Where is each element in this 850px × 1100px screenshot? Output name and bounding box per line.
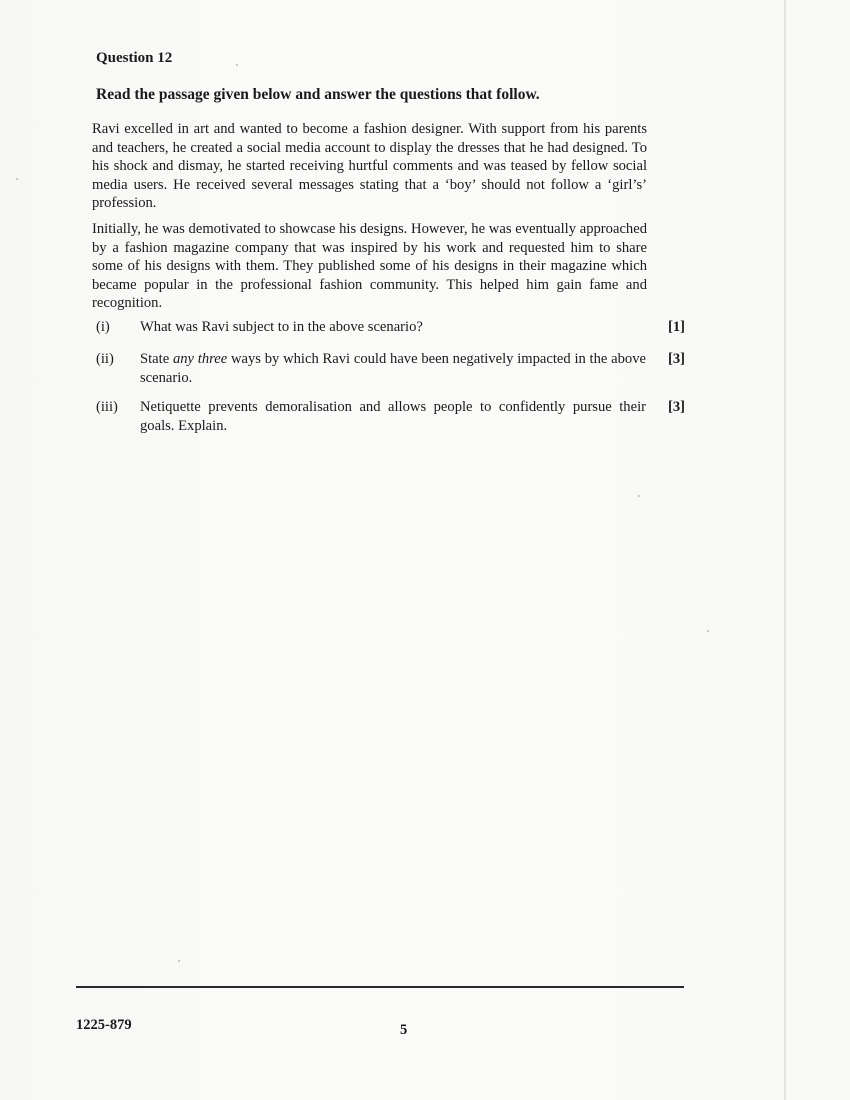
sub-question-label: (i) — [96, 319, 110, 335]
passage-paragraph-1: Ravi excelled in art and wanted to become a fashion designer. With support from his parents and teachers, he created a social media account to display the dresses that he had designed. To his shock and dismay, he started receiving hurtful comments and was teased by fellow social media users. He received several messages stating that a ‘boy’ should not follow a ‘girl’s’ profession. — [92, 121, 647, 211]
scan-speck — [178, 960, 180, 962]
scan-speck — [707, 630, 709, 632]
marks-badge: [3] — [668, 399, 686, 415]
paper-code: 1225-879 — [76, 1017, 132, 1033]
question-heading: Question 12 — [96, 50, 173, 66]
footer-divider — [76, 986, 684, 988]
sub-question-label: (iii) — [96, 399, 118, 415]
text-run: State — [140, 351, 173, 367]
page-edge-shadow — [784, 0, 786, 1100]
sub-question-text — [140, 350, 646, 387]
scan-speck — [236, 64, 238, 66]
instruction-text: Read the passage given below and answer the questions that follow. — [96, 86, 540, 103]
passage-paragraph-2: Initially, he was demotivated to showcase his designs. However, he was eventually approached by a fashion magazine company that was inspired by his work and requested him to share some of his designs with them. They published some of his designs in their magazine which became popular in the professional fashion community. This helped him gain fame and recognition. — [92, 221, 647, 311]
text-run: ways by which Ravi could have been negatively impacted in the above scenario. — [140, 351, 646, 386]
sub-question-text: What was Ravi subject to in the above scenario? — [140, 319, 423, 335]
sub-question-text: Netiquette prevents demoralisation and allows people to confidently pursue their goals. Explain. — [140, 399, 646, 434]
marks-badge: [1] — [668, 319, 686, 335]
emphasis-text: any three — [172, 351, 228, 367]
marks-badge: [3] — [668, 351, 686, 367]
sub-question-label: (ii) — [96, 351, 114, 367]
page-number: 5 — [400, 1022, 408, 1038]
scan-speck — [16, 178, 18, 180]
scan-speck — [638, 495, 640, 497]
